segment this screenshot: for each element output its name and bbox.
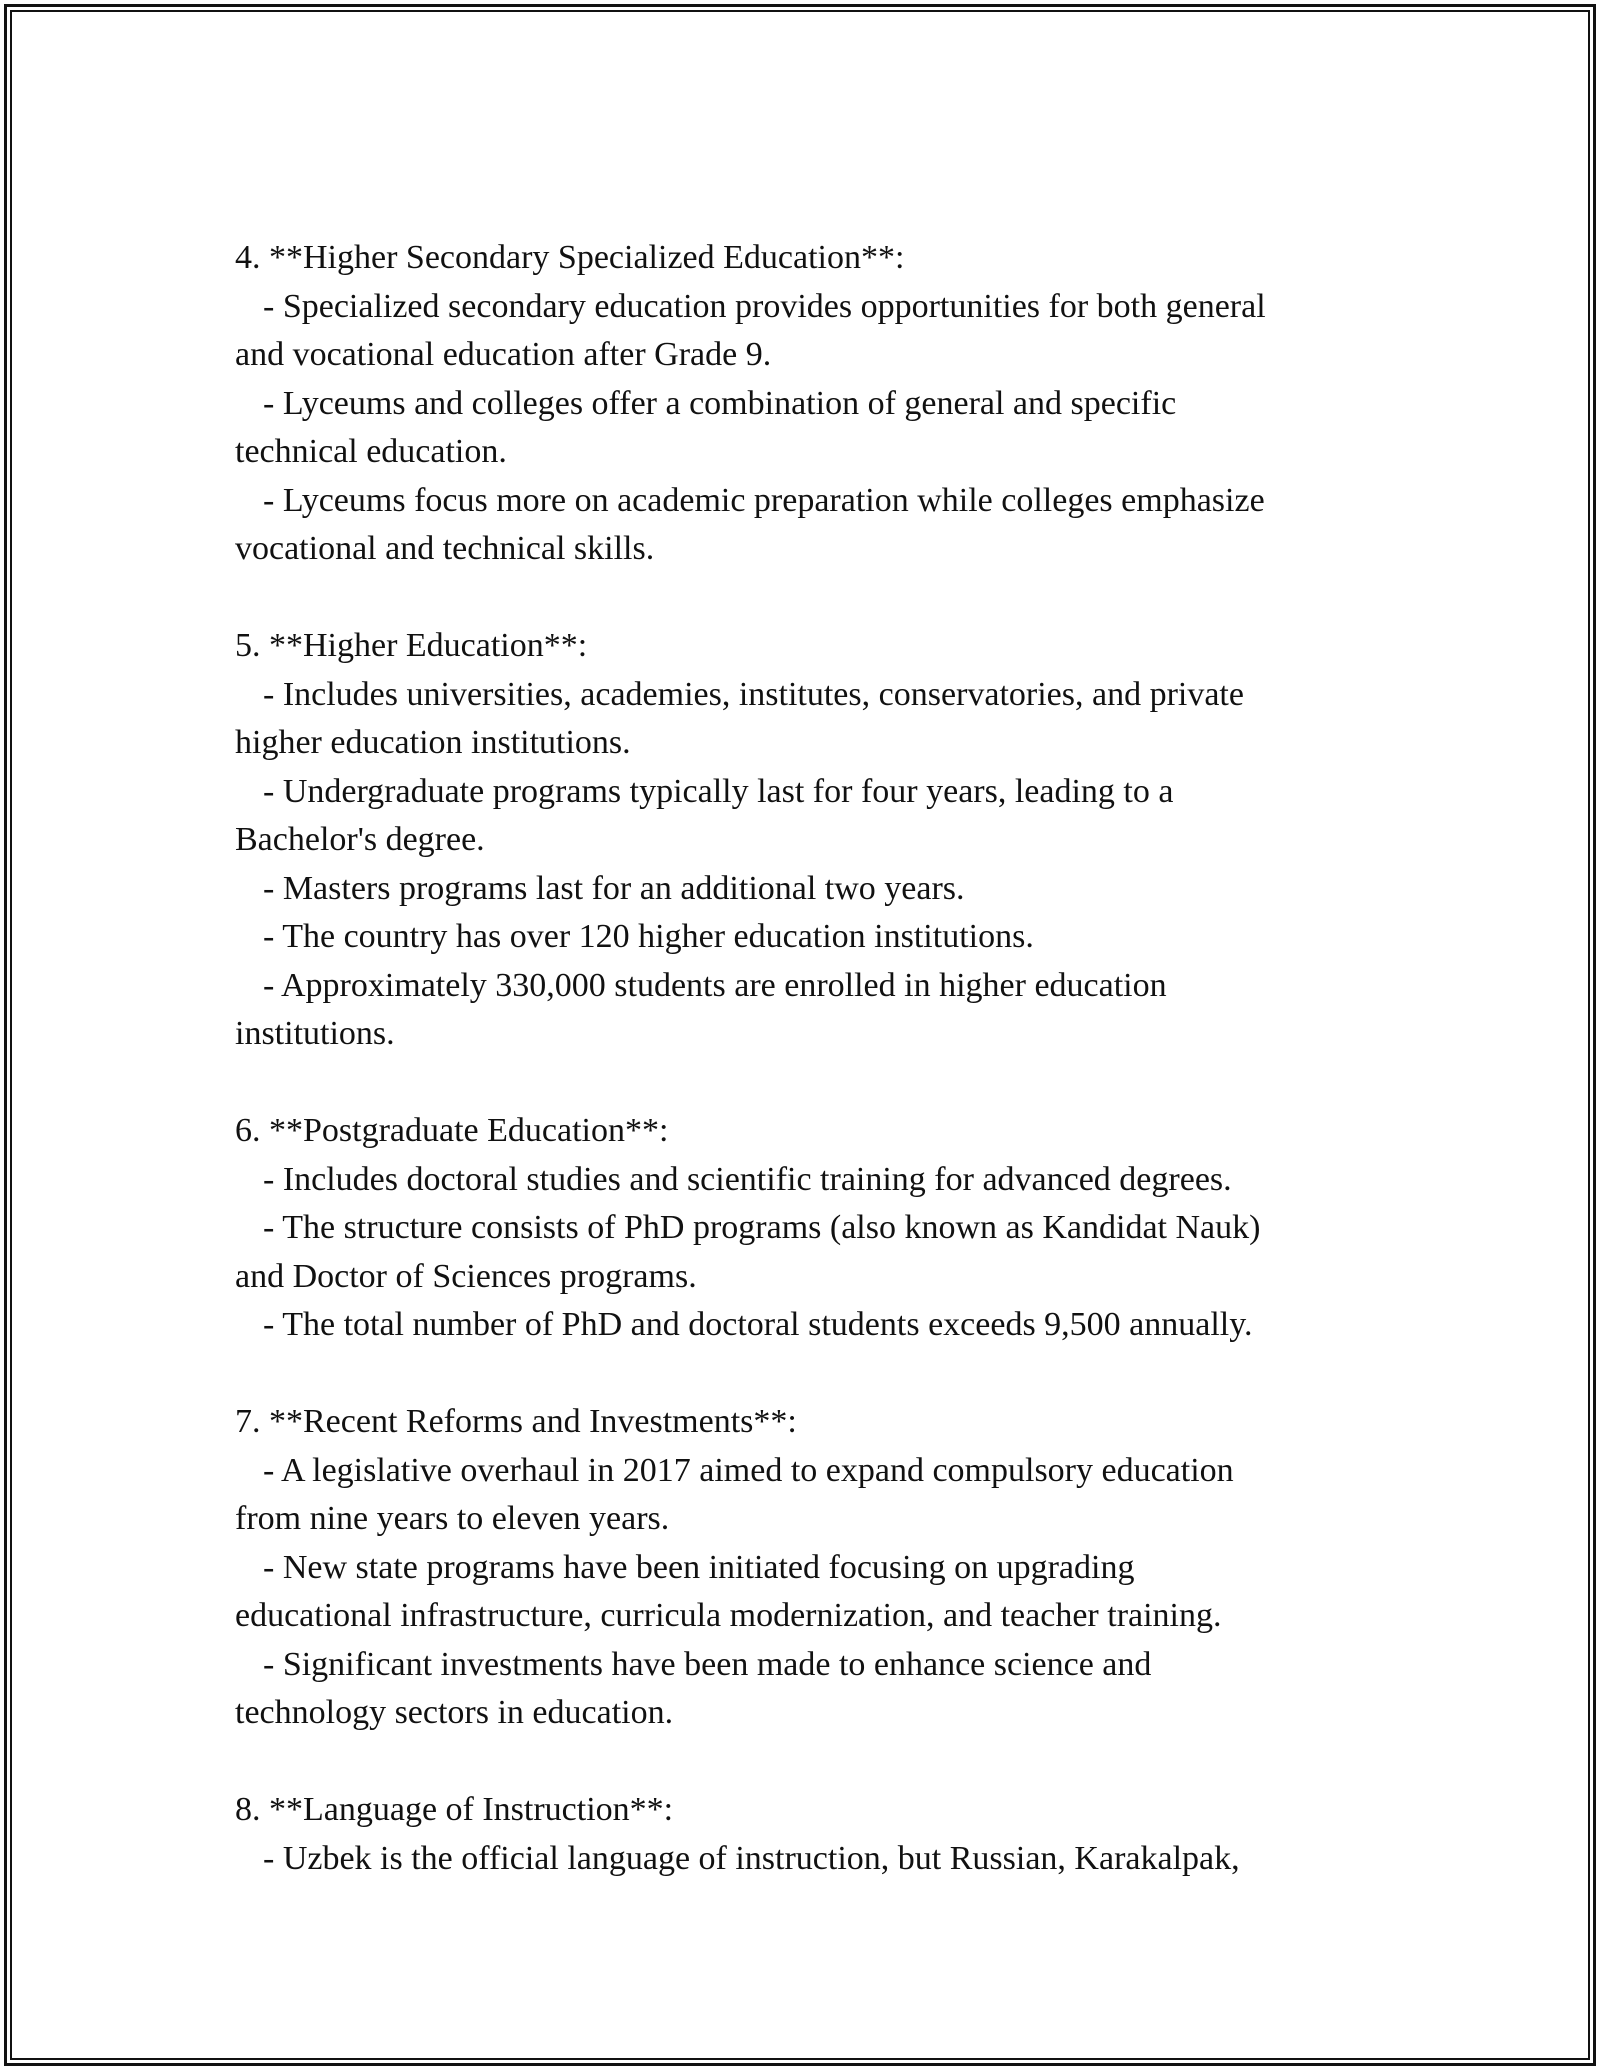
document-body — [235, 234, 1375, 1883]
paragraph-gap — [235, 574, 1375, 623]
continuation-line: institutions. — [235, 1015, 395, 1052]
bullet-line: - The country has over 120 higher education institutions. — [263, 918, 1034, 955]
continuation-line: technical education. — [235, 433, 507, 470]
continuation-line: technology sectors in education. — [235, 1694, 674, 1731]
section-heading: 6. **Postgraduate Education**: — [235, 1112, 669, 1149]
bullet-line: - Lyceums and colleges offer a combination of general and specific — [263, 384, 1177, 422]
bullet-line: - Approximately 330,000 students are enrolled in higher education — [263, 966, 1167, 1004]
bullet-line: - Lyceums focus more on academic preparation while colleges emphasize — [263, 481, 1265, 519]
bullet-line: - Includes doctoral studies and scientific training for advanced degrees. — [263, 1160, 1232, 1198]
section-heading: 7. **Recent Reforms and Investments**: — [235, 1403, 797, 1440]
bullet-line: - Undergraduate programs typically last for four years, leading to a — [263, 772, 1174, 810]
section-heading: 4. **Higher Secondary Specialized Education**: — [235, 239, 905, 276]
bullet-line: - The total number of PhD and doctoral students exceeds 9,500 annually. — [263, 1306, 1253, 1343]
bullet-line: - Masters programs last for an additional two years. — [263, 869, 965, 907]
bullet-line: - New state programs have been initiated focusing on upgrading — [263, 1548, 1135, 1586]
paragraph-gap — [235, 1350, 1375, 1399]
bullet-line: - Uzbek is the official language of instruction, but Russian, Karakalpak, — [263, 1839, 1240, 1877]
section-heading: 5. **Higher Education**: — [235, 627, 588, 664]
bullet-line: - Significant investments have been made to enhance science and — [263, 1645, 1152, 1683]
bullet-line: - Includes universities, academies, institutes, conservatories, and private — [263, 675, 1244, 713]
continuation-line: vocational and technical skills. — [235, 530, 655, 567]
continuation-line: and vocational education after Grade 9. — [235, 336, 772, 373]
bullet-line: - The structure consists of PhD programs (also known as Kandidat Nauk) — [263, 1209, 1261, 1246]
continuation-line: higher education institutions. — [235, 724, 631, 761]
continuation-line: educational infrastructure, curricula modernization, and teacher training. — [235, 1597, 1222, 1634]
continuation-line: Bachelor's degree. — [235, 821, 485, 858]
continuation-line: from nine years to eleven years. — [235, 1500, 670, 1537]
bullet-line: - A legislative overhaul in 2017 aimed to expand compulsory education — [263, 1451, 1234, 1489]
bullet-line: - Specialized secondary education provides opportunities for both general — [263, 287, 1266, 325]
paragraph-gap — [235, 1059, 1375, 1108]
paragraph-gap — [235, 1738, 1375, 1787]
continuation-line: and Doctor of Sciences programs. — [235, 1257, 697, 1295]
section-heading: 8. **Language of Instruction**: — [235, 1791, 674, 1828]
